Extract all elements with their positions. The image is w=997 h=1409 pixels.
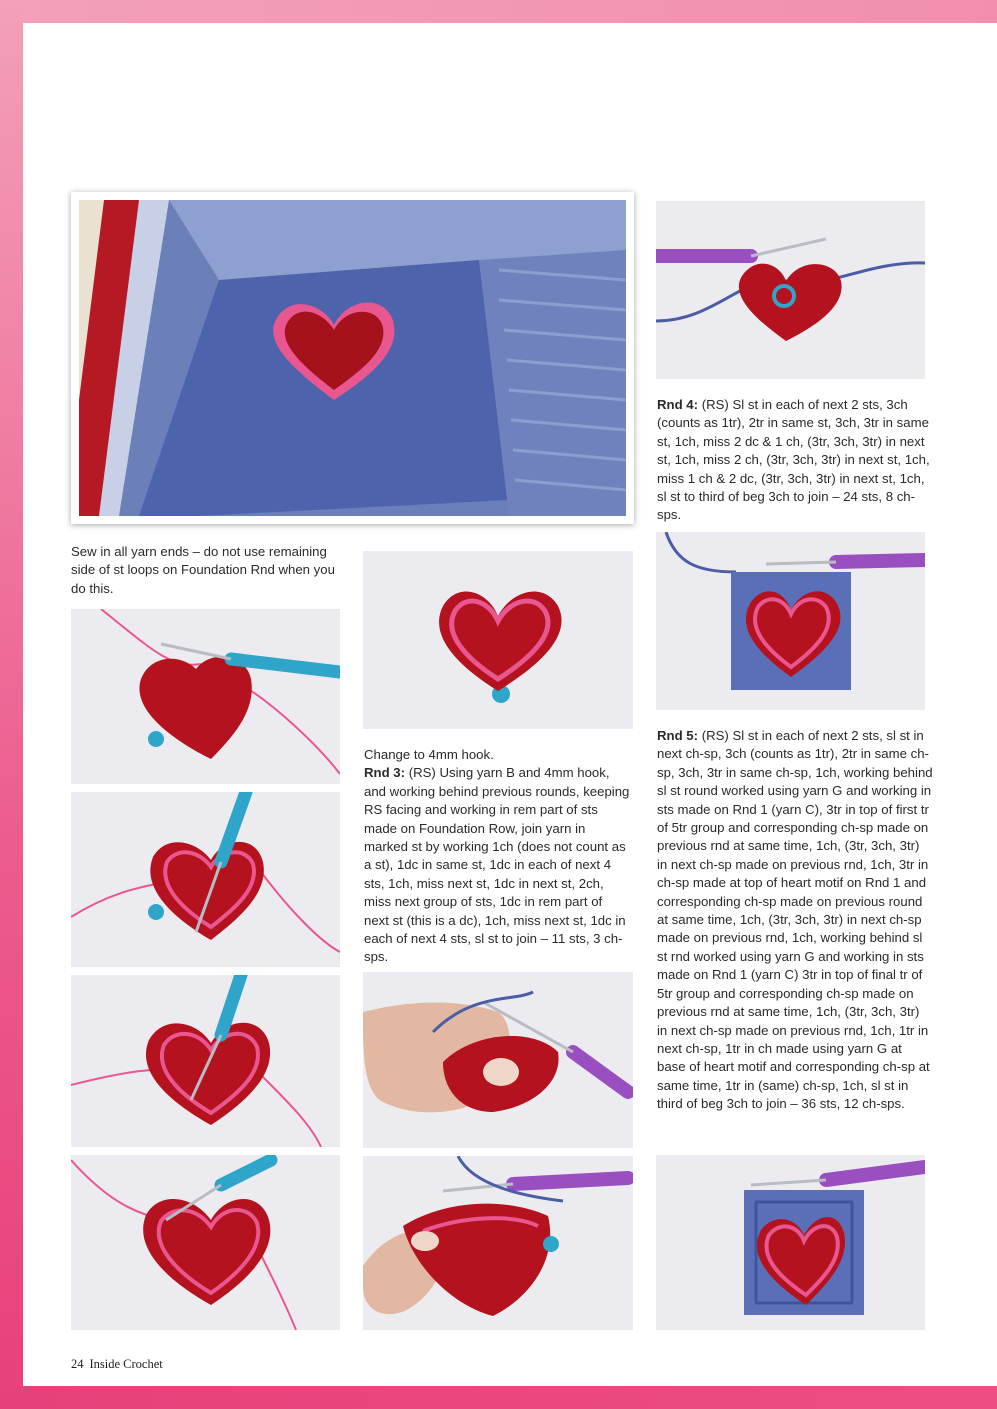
rnd3-label: Rnd 3: [364, 765, 406, 781]
page-footer [71, 1357, 163, 1372]
rnd5-square-photo [656, 1155, 925, 1330]
rnd4-body: (RS) Sl st in each of next 2 sts, 3ch (counts as 1tr), 2tr in same st, 3ch, 3tr in same st, 1ch, miss 2 dc & 1 ch, (3tr, 3ch, 3tr) in next st, 1ch, miss 2 ch, (3tr, 3ch, 3tr) in next st, 1ch, miss 1 ch & 2 dc, (3tr, 3ch, 3tr) in next st, 1ch, sl st to third of beg 3ch to join – 24 sts, 8 ch-sps. [657, 397, 930, 523]
step-photo-2 [71, 792, 340, 967]
rnd4-square-photo [656, 532, 925, 710]
rnd5-text [657, 727, 933, 1114]
rnd3-hand-photo [363, 972, 633, 1148]
hook-change-note: Change to 4mm hook. [364, 747, 494, 762]
rnd5-label: Rnd 5: [657, 728, 699, 743]
page-frame-bottom [0, 1386, 997, 1409]
rnd3-hand-photo-2 [363, 1156, 633, 1330]
intro-text: Sew in all yarn ends – do not use remaining side of st loops on Foundation Rnd when you do this. [71, 544, 335, 596]
rnd2-heart-photo [363, 551, 633, 729]
step-photo-4 [71, 1155, 340, 1330]
page-number: 24 [71, 1357, 84, 1371]
rnd4-photo [656, 201, 925, 379]
rnd4-label: Rnd 4: [657, 397, 699, 412]
rnd3-text [364, 746, 630, 967]
page-frame-left [0, 0, 23, 1409]
rnd4-text [657, 396, 933, 525]
magazine-name: Inside Crochet [89, 1357, 163, 1371]
hero-blanket-photo [71, 192, 634, 524]
rnd3-body: (RS) Using yarn B and 4mm hook, and working behind previous rounds, keeping RS facing and working in rem part of sts made on Foundation Row, join yarn in marked st by working 1ch (does not count as a st), 1dc in same st, 1dc in each of next 4 sts, 1ch, miss next st, 1dc in next st, 2ch, miss next group of sts, 1dc in rem part of next st (this is a dc), 1ch, miss next st, 1dc in each of next 4 sts, sl st to join – 11 sts, 3 ch-sps. [364, 765, 630, 965]
step-photo-3 [71, 975, 340, 1147]
page-frame-top [0, 0, 997, 23]
rnd5-body: (RS) Sl st in each of next 2 sts, sl st in next ch-sp, 3ch (counts as 1tr), 2tr in same ch-sp, 3ch, 3tr in same ch-sp, 1ch, working behind sl st round worked using yarn G and working in sts made on Rnd 1 (yarn C), 3tr in top of first tr of 5tr group and corresponding ch-sp made on previous rnd at same time, 1ch, (3tr, 3ch, 3tr) in next ch-sp made on previous rnd, 1ch, 3tr in ch-sp made at top of heart motif on Rnd 1 and corresponding ch-sp made on previous round at same time, 1ch, (3tr, 3ch, 3tr) in next ch-sp made on previous rnd, 1ch, working behind sl st rnd worked using yarn G and working in sts made on Rnd 1 (yarn C) 3tr in top of final tr of 5tr group and corresponding ch-sp made on previous rnd at same time, 1ch, (3tr, 3ch, 3tr) in next ch-sp made on previous rnd, 1ch, 1tr in next ch-sp, 1tr in ch made using yarn G at base of heart motif and corresponding ch-sp at same time, 1tr in (same) ch-sp, 1ch, sl st in third of beg 3ch to join – 36 sts, 12 ch-sps. [657, 728, 933, 1112]
step-photo-1 [71, 609, 340, 784]
